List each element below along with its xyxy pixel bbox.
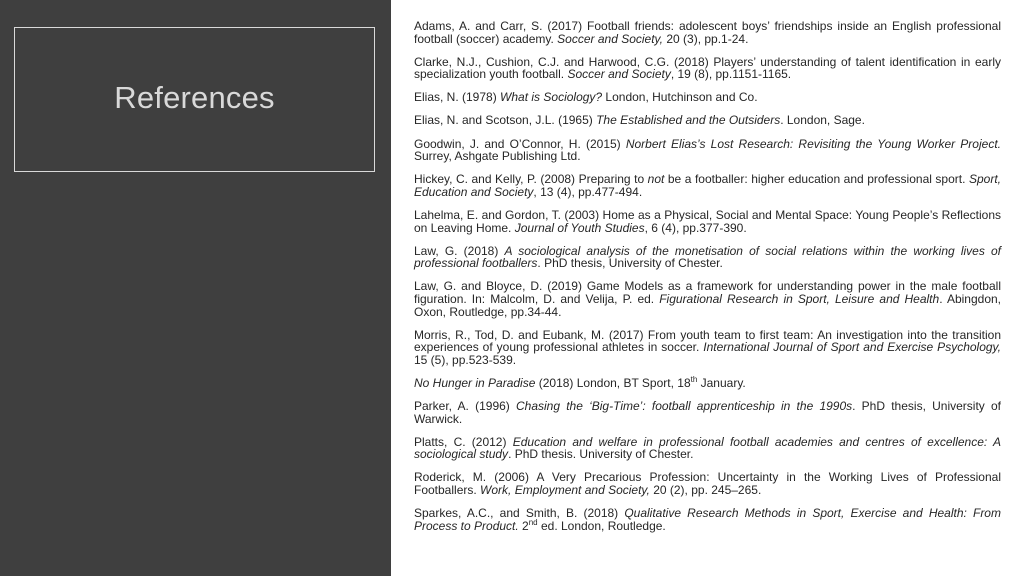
reference-entry [414,507,1001,532]
reference-italic-text: No Hunger in Paradise [414,375,536,390]
reference-text: 2 [518,518,529,533]
reference-entry [414,173,1001,198]
reference-text: . PhD thesis, University of Chester. [537,256,723,271]
reference-entry [414,471,1001,496]
reference-list [414,20,1001,543]
reference-text: . PhD thesis. University of Chester. [508,447,694,462]
reference-text: Elias, N. (1978) [414,90,501,105]
reference-text: ed. London, Routledge. [537,518,666,533]
reference-text: Elias, N. and Scotson, J.L. (1965) [414,113,597,128]
reference-italic-text: What is Sociology? [500,90,603,105]
reference-entry [414,114,1001,127]
reference-italic-text: International Journal of Sport and Exercise Psychology, [703,340,1001,355]
reference-italic-text: Sport, Education and Society [414,172,1001,199]
reference-text: Surrey, Ashgate Publishing Ltd. [414,149,581,164]
reference-text: , 13 (4), pp.477-494. [533,184,643,199]
reference-italic-text: The Established and the Outsiders [596,113,781,128]
reference-text: London, Hutchinson and Co. [602,90,758,105]
ordinal-suffix: th [690,374,698,384]
reference-text: , 6 (4), pp.377-390. [644,220,747,235]
reference-text: Platts, C. (2012) [414,434,513,449]
reference-text: Clarke, N.J., Cushion, C.J. and Harwood, C.G. (2018) Players’ understanding of talent identification in early specialization youth football. [414,54,1001,82]
reference-entry [414,209,1001,234]
reference-entry [414,280,1001,318]
reference-entry [414,20,1001,45]
reference-italic-text: Figurational Research in Sport, Leisure and Health [659,291,940,306]
reference-text: January. [697,375,746,390]
reference-text: (2018) London, BT Sport, 18 [535,375,691,390]
reference-text: . PhD thesis, University of Warwick. [414,398,1001,426]
reference-italic-text: Work, Employment and Society, [480,482,650,497]
reference-text: Sparkes, A.C., and Smith, B. (2018) [414,506,625,521]
reference-text: Parker, A. (1996) [414,398,516,413]
reference-italic-text: Education and welfare in professional football academies and centres of excellence: A sociological study [414,434,1002,462]
reference-entry [414,91,1001,104]
reference-italic-text: Qualitative Research Methods in Sport, Exercise and Health: From Process to Product. [414,506,1001,533]
reference-text: Law, G. and Bloyce, D. (2019) Game Models as a framework for understanding power in the male football figuration. In: Malcolm, D. and Velija, P. ed. [414,279,1001,306]
reference-text: Goodwin, J. and O’Connor, H. (2015) [414,136,626,151]
reference-text: Morris, R., Tod, D. and Eubank, M. (2017) From youth team to first team: An investigation into the transition experiences of young professional athletes in soccer. [414,327,1001,355]
reference-italic-text: not [647,172,665,187]
reference-text: , 19 (8), pp.1151-1165. [670,67,792,82]
reference-italic-text: Norbert Elias’s Lost Research: Revisiting the Young Worker Project. [625,136,1001,151]
title-panel [0,0,391,576]
reference-italic-text: A sociological analysis of the monetisation of social relations within the working lives of professional footballers [414,243,1001,271]
reference-text: Law, G. (2018) [414,243,505,258]
reference-entry [414,400,1001,425]
reference-entry [414,436,1001,461]
reference-italic-text: Chasing the ‘Big-Time’: football apprenticeship in the 1990s [515,398,853,413]
reference-entry [414,374,1001,390]
title-frame [14,27,375,172]
reference-text: Lahelma, E. and Gordon, T. (2003) Home as a Physical, Social and Mental Space: Young People’s Reflections on Leaving Home. [414,207,1001,235]
reference-entry [414,329,1001,367]
reference-entry [414,138,1001,163]
reference-italic-text: Journal of Youth Studies [514,220,645,235]
reference-text: Adams, A. and Carr, S. (2017) Football friends: adolescent boys’ friendships inside an English professional football (soccer) academy. [414,19,1001,46]
reference-italic-text: Soccer and Society [567,67,671,82]
reference-text: 20 (3), pp.1-24. [663,31,749,46]
reference-italic-text: Soccer and Society, [557,31,664,46]
reference-text: Hickey, C. and Kelly, P. (2008) Preparing to [414,172,648,187]
reference-text: be a footballer: higher education and professional sport. [664,172,969,187]
reference-text: . London, Sage. [780,113,865,128]
reference-text: 15 (5), pp.523-539. [414,352,517,367]
reference-text: . Abingdon, Oxon, Routledge, pp.34-44. [414,291,1002,319]
slide-title: References [114,79,275,115]
reference-entry [414,56,1001,81]
reference-text: Roderick, M. (2006) A Very Precarious Profession: Uncertainty in the Working Lives of Professional Footballers. [414,470,1001,497]
reference-entry [414,245,1001,270]
ordinal-suffix: nd [528,517,538,527]
reference-text: 20 (2), pp. 245–265. [649,482,762,497]
